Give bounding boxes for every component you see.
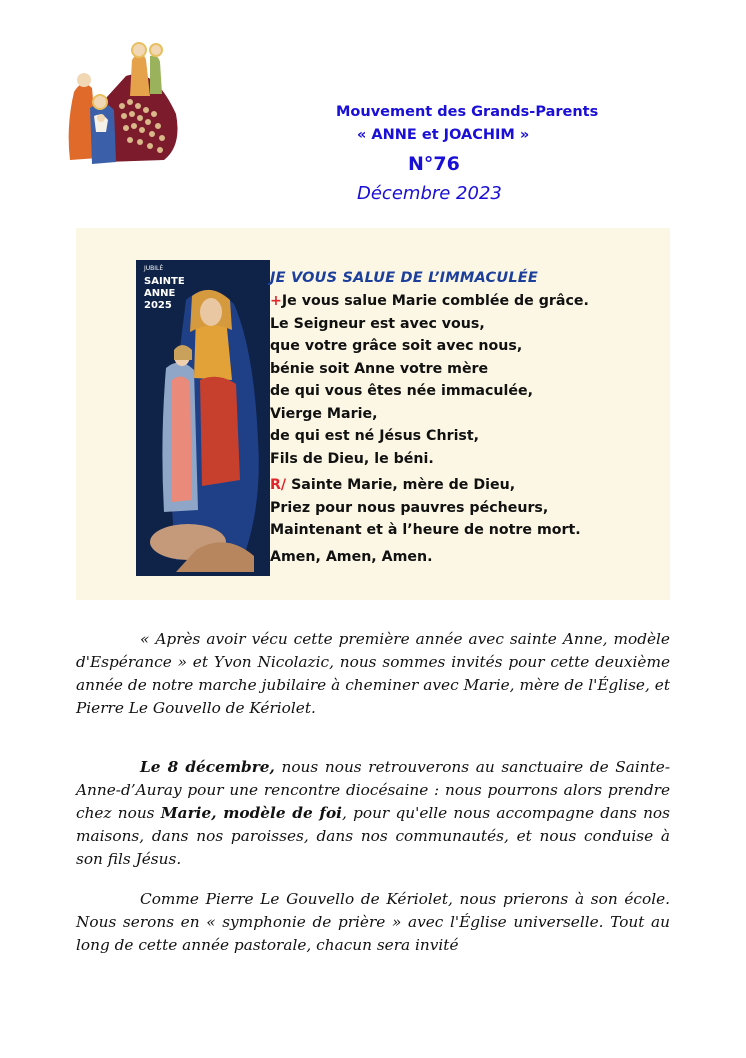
- prayer-card: [76, 228, 670, 600]
- prayer-line: Fils de Dieu, le béni.: [270, 450, 434, 467]
- response-marker: R/: [270, 477, 287, 493]
- prayer-text: [270, 270, 670, 568]
- issue-date: Décembre 2023: [357, 183, 502, 204]
- movement-logo: [64, 36, 182, 172]
- cross-marker: +: [270, 293, 282, 309]
- prayer-line: de qui est né Jésus Christ,: [270, 428, 480, 444]
- paragraph-1: « Après avoir vécu cette première année avec sainte Anne, modèle d'Espérance » et Yvon Nicolazic, nous sommes invités pour cette deuxième année de notre marche jubilaire à cheminer avec Marie, mère de l'Église, et Pierre Le Gouvello de Kériolet.: [76, 630, 670, 717]
- response-line: Maintenant et à l’heure de notre mort.: [270, 522, 581, 538]
- date-highlight: Le 8 décembre,: [140, 758, 275, 776]
- response-line: R/ Sainte Marie, mère de Dieu,: [270, 477, 516, 493]
- prayer-title: JE VOUS SALUE DE L’IMMACULÉE: [270, 270, 538, 286]
- statue-panel: [136, 260, 270, 576]
- amen-line: Amen, Amen, Amen.: [270, 548, 433, 565]
- prayer-line: Vierge Marie,: [270, 405, 378, 422]
- paragraph-3: Comme Pierre Le Gouvello de Kériolet, nous prierons à son école. Nous serons en « symphonie de prière » avec l'Église universelle. Tout au long de cette année pastorale, chacun sera invité: [76, 890, 670, 954]
- theme-highlight: Marie, modèle de foi: [160, 804, 342, 822]
- organization-line: Mouvement des Grands-Parents: [336, 104, 599, 120]
- prayer-line: Le Seigneur est avec vous,: [270, 315, 485, 332]
- issue-number: N°76: [408, 153, 460, 175]
- prayer-line: que votre grâce soit avec nous,: [270, 338, 523, 354]
- prayer-line: +Je vous salue Marie comblée de grâce.: [270, 293, 589, 309]
- prayer-line: bénie soit Anne votre mère: [270, 360, 489, 377]
- response-line: Priez pour nous pauvres pécheurs,: [270, 499, 549, 516]
- prayer-line: de qui vous êtes née immaculée,: [270, 383, 533, 399]
- jubile-caption: JUBILÉ: [144, 265, 164, 272]
- paragraph-2: Le 8 décembre, nous nous retrouverons au sanctuaire de Sainte-Anne-d’Auray pour une rencontre diocésaine : nous pourrons alors prendre chez nous Marie, modèle de foi, pour qu'elle nous accompagne dans nos maisons, dans nos paroisses, dans nos communautés, et nous conduise à son fils Jésus.: [76, 758, 670, 868]
- organization-name: « ANNE et JOACHIM »: [357, 127, 530, 143]
- jubile-title: SAINTE ANNE 2025: [144, 276, 185, 311]
